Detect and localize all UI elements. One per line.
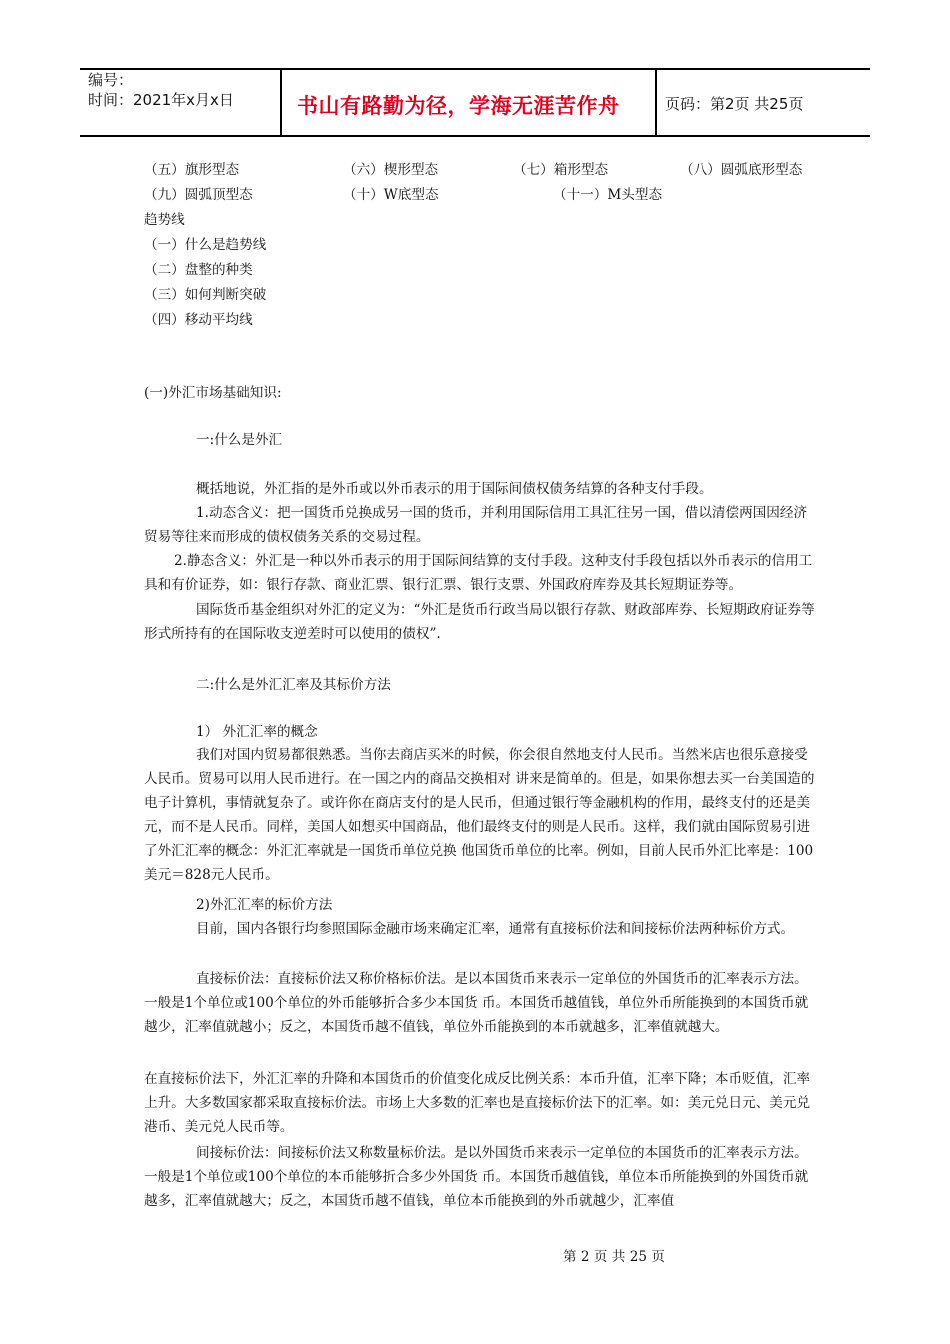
paragraph: 间接标价法：间接标价法又称数量标价法。是以外国货币来表示一定单位的本国货币的汇率表示方法。一般是1个单位或100个单位的本币能够折合多少外国货 币。本国货币越值钱，单位本币所能换到的外国货币就越多，汇率值就越大；反之，本国货币越不值钱，单位本币能换到的外币就越少，汇率值 (144, 1145, 809, 1209)
header-page-label: 页码：第2页 共25页 (665, 95, 804, 113)
paragraph: 国际货币基金组织对外汇的定义为：“外汇是货币行政当局以银行存款、财政部库券、长短期政府证券等形式所持有的在国际收支逆差时可以使用的债权”. (144, 602, 815, 642)
subsection-heading: 2)外汇汇率的标价方法 (196, 897, 333, 913)
subsection-heading: 一:什么是外汇 (196, 432, 283, 448)
header-number-label: 编号： (88, 71, 134, 89)
page-footer: 第 2 页 共 25 页 (563, 1249, 665, 1265)
toc-item: （一）什么是趋势线 (144, 237, 267, 253)
toc-item: （十一）M头型态 (553, 187, 663, 203)
header-divider-left (280, 68, 282, 136)
toc-item: （二）盘整的种类 (144, 262, 253, 278)
toc-item: （九）圆弧顶型态 (144, 187, 253, 203)
subsection-heading: 二:什么是外汇汇率及其标价方法 (196, 677, 391, 693)
paragraph: 我们对国内贸易都很熟悉。当你去商店买米的时候，你会很自然地支付人民币。当然米店也很乐意接受人民币。贸易可以用人民币进行。在一国之内的商品交换相对 讲来是简单的。但是，如果你想去买一台美国造的电子计算机，事情就复杂了。或许你在商店支付的是人民币，但通过银行等金融机构的作用，最终支付的还是美 元，而不是人民币。同样，美国人如想买中国商品，他们最终支付的则是人民币。这样，我们就由国际贸易引进了外汇汇率的概念：外汇汇率就是一国货币单位兑换 他国货币单位的比率。例如，目前人民币外汇比率是：100美元＝828元人民币。 (144, 747, 815, 883)
header-divider-right (655, 68, 657, 136)
toc-item: （六）楔形型态 (343, 162, 439, 178)
toc-item: （十）W底型态 (343, 187, 439, 203)
header-bottom-rule (80, 135, 870, 137)
paragraph: 在直接标价法下，外汇汇率的升降和本国货币的价值变化成反比例关系：本币升值，汇率下降；本币贬值，汇率上升。大多数国家都采取直接标价法。市场上大多数的汇率也是直接标价法下的汇率。如：美元兑日元、美元兑港币、美元兑人民币等。 (144, 1071, 811, 1135)
toc-item: （七）箱形型态 (513, 162, 609, 178)
header-time-label: 时间：2021年x月x日 (88, 91, 234, 109)
section-heading: (一)外汇市场基础知识: (144, 385, 282, 401)
subsection-heading: 1） 外汇汇率的概念 (196, 724, 318, 740)
header-motto: 书山有路勤为径，学海无涯苦作舟 (297, 94, 620, 118)
paragraph: 2.静态含义：外汇是一种以外币表示的用于国际间结算的支付手段。这种支付手段包括以外币表示的信用工具和有价证券，如：银行存款、商业汇票、银行汇票、银行支票、外国政府库券及其长短期证券等。 (144, 553, 813, 593)
paragraph: 概括地说，外汇指的是外币或以外币表示的用于国际间债权债务结算的各种支付手段。 (196, 481, 713, 497)
toc-item: （八）圆弧底形型态 (680, 162, 803, 178)
header-top-rule (80, 68, 870, 70)
toc-section-title: 趋势线 (144, 212, 185, 228)
toc-item: （三）如何判断突破 (144, 287, 267, 303)
toc-item: （五）旗形型态 (144, 162, 240, 178)
paragraph: 1.动态含义：把一国货币兑换成另一国的货币，并利用国际信用工具汇往另一国，借以清偿两国因经济贸易等往来而形成的债权债务关系的交易过程。 (144, 505, 808, 545)
toc-item: （四）移动平均线 (144, 312, 253, 328)
paragraph: 直接标价法：直接标价法又称价格标价法。是以本国货币来表示一定单位的外国货币的汇率表示方法。一般是1个单位或100个单位的外币能够折合多少本国货 币。本国货币越值钱，单位外币所能换到的本国货币就越少，汇率值就越小；反之，本国货币越不值钱，单位外币能换到的本币就越多，汇率值就越大。 (144, 971, 809, 1035)
paragraph: 目前，国内各银行均参照国际金融市场来确定汇率，通常有直接标价法和间接标价法两种标价方式。 (196, 921, 795, 937)
